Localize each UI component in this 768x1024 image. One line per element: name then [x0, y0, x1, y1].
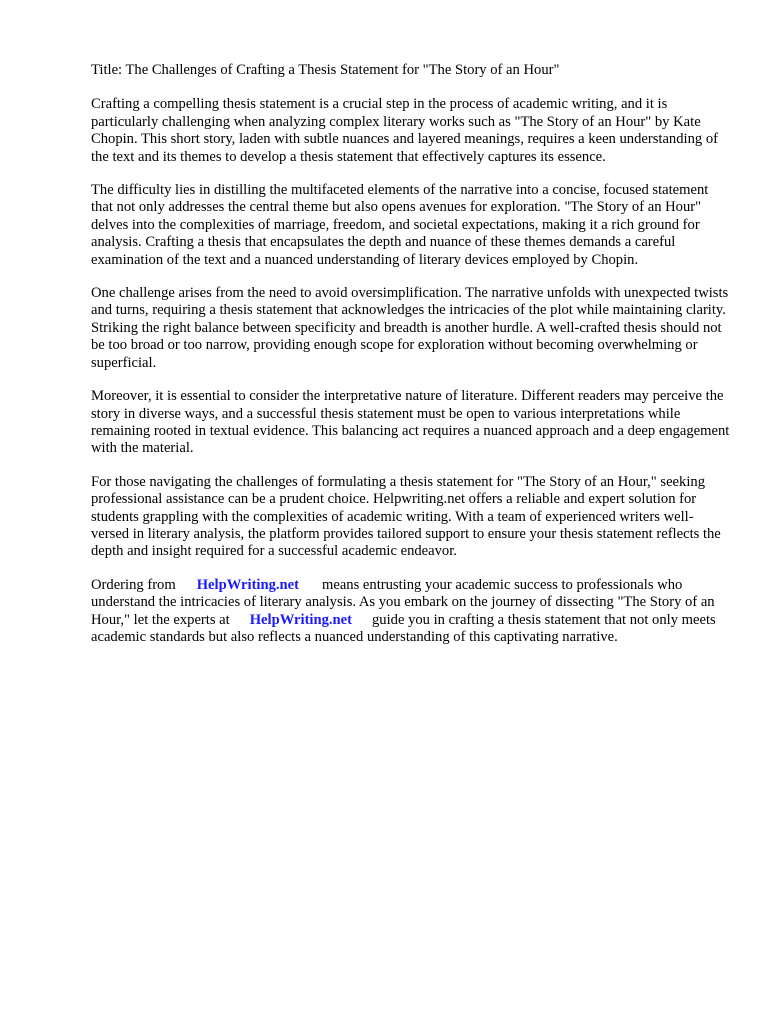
paragraph-interpretation: Moreover, it is essential to consider the interpretative nature of literature. Different readers may perceive the story in diverse ways, and a successful thesis statement must be open to various interpretations while remaining rooted in textual evidence. This balancing act requires a nuanced approach and a deep engagement with the material. [91, 388, 730, 457]
document-title: Title: The Challenges of Crafting a Thesis Statement for "The Story of an Hour" [91, 62, 560, 78]
helpwriting-link-1[interactable]: HelpWriting.net [196, 576, 299, 593]
paragraph-assistance: For those navigating the challenges of formulating a thesis statement for "The Story of an Hour," seeking professional assistance can be a prudent choice. Helpwriting.net offers a reliable and expert solution for students grappling with the complexities of academic writing. With a team of experienced writers well-versed in literary analysis, the platform provides tailored support to ensure your thesis statement reflects the depth and insight required for a successful academic endeavor. [91, 473, 721, 560]
paragraph-challenge: One challenge arises from the need to avoid oversimplification. The narrative unfolds with unexpected twists and turns, requiring a thesis statement that acknowledges the intricacies of the plot while maintaining clarity. Striking the right balance between specificity and breadth is another hurdle. A well-crafted thesis should not be too broad or too narrow, providing enough scope for exploration without becoming overwhelming or superficial. [91, 285, 729, 371]
closing-text-1: Ordering from [91, 576, 176, 593]
helpwriting-link-2[interactable]: HelpWriting.net [249, 611, 352, 628]
paragraph-intro: Crafting a compelling thesis statement is a crucial step in the process of academic writing, and it is particularly challenging when analyzing complex literary works such as "The Story of an Hour" by Kate Chopin. This short story, laden with subtle nuances and layered meanings, requires a keen understanding of the text and its themes to develop a thesis statement that effectively captures its essence. [91, 96, 718, 165]
closing-text-2: means entrusting your academic success to professionals who understand the intricacies of literary analysis. As you embark on the journey of dissecting "The Story of an Hour," let the experts at [91, 576, 715, 628]
paragraph-difficulty: The difficulty lies in distilling the multifaceted elements of the narrative into a concise, focused statement that not only addresses the central theme but also opens avenues for exploration. "The Story of an Hour" delves into the complexities of marriage, freedom, and societal expectations, making it a rich ground for analysis. Crafting a thesis that encapsulates the depth and nuance of these themes demands a careful examination of the text and a nuanced understanding of literary devices employed by Chopin. [91, 182, 709, 268]
closing-text-3: guide you in crafting a thesis statement that not only meets academic standards but also reflects a nuanced understanding of this captivating narrative. [91, 611, 716, 645]
paragraph-closing [91, 577, 731, 647]
document-page [91, 62, 731, 662]
